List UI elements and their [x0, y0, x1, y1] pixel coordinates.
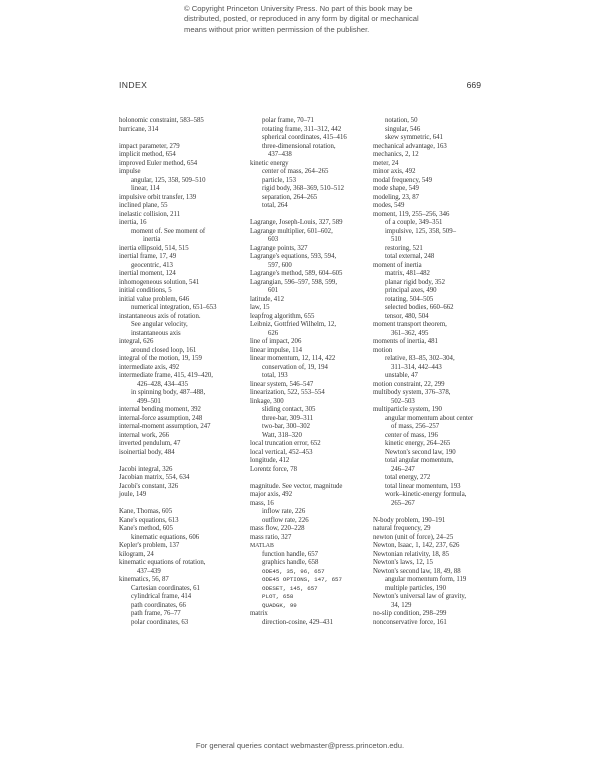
index-subentry: 361–362, 495 — [391, 329, 429, 337]
index-entry: internal bending moment, 392 — [119, 406, 201, 413]
index-subentry: rotating frame, 311–312, 442 — [262, 125, 342, 133]
index-entry: linkage, 300 — [250, 397, 284, 405]
index-subentry: in spinning body, 487–488, — [131, 389, 206, 396]
index-subentry: inertia — [143, 236, 161, 243]
index-subentry: particle, 153 — [262, 176, 296, 184]
index-entry: major axis, 492 — [250, 491, 293, 498]
index-column-3 — [373, 117, 483, 627]
index-subentry: total linear momentum, 193 — [385, 482, 461, 490]
letter-group-gap — [119, 500, 249, 509]
index-subentry: skew symmetric, 641 — [385, 134, 443, 141]
index-subentry: selected bodies, 660–662 — [385, 304, 454, 311]
index-entry: Leibniz, Gottfried Wilhelm, 12, — [250, 321, 337, 328]
index-entry: motion — [373, 346, 393, 354]
index-entry: latitude, 412 — [250, 295, 284, 303]
index-entry: meter, 24 — [373, 159, 399, 167]
running-head: INDEX — [119, 80, 148, 90]
index-subentry: 265–267 — [391, 499, 415, 507]
index-entry: intermediate frame, 415, 419–420, — [119, 372, 213, 379]
index-entry: line of impact, 206 — [250, 338, 302, 345]
index-subentry: Watt, 318–320 — [262, 431, 302, 439]
index-entry: local vertical, 452–453 — [250, 448, 313, 456]
index-subentry: total angular momentum, — [385, 457, 454, 464]
letter-group-gap — [250, 211, 378, 220]
index-subentry: geocentric, 413 — [131, 261, 173, 269]
index-subentry: 502–503 — [391, 397, 415, 405]
index-entry: Newtonian relativity, 18, 85 — [373, 550, 450, 558]
index-subentry: moment of. See moment of — [131, 227, 206, 235]
index-entry: integral of the motion, 19, 159 — [119, 355, 202, 362]
index-subentry: separation, 264–265 — [262, 193, 318, 201]
letter-group-gap — [119, 134, 249, 143]
index-entry: implicit method, 654 — [119, 151, 176, 158]
index-subentry: angular momentum form, 119 — [385, 576, 467, 583]
index-subentry: polar coordinates, 63 — [131, 618, 189, 626]
index-entry: leapfrog algorithm, 655 — [250, 312, 315, 320]
index-entry: moments of inertia, 481 — [373, 338, 438, 345]
index-entry: Lagrange's method, 589, 604–605 — [250, 270, 343, 277]
index-entry: Lorentz force, 78 — [250, 465, 297, 473]
index-entry: Newton, Isaac, 1, 142, 237, 626 — [373, 542, 460, 549]
index-subentry: planar rigid body, 352 — [385, 278, 445, 286]
index-entry: Kane, Thomas, 605 — [119, 508, 173, 515]
index-subentry: 246–247 — [391, 465, 415, 473]
index-subentry: 437–438 — [268, 151, 292, 158]
index-subentry: instantaneous axis — [131, 329, 181, 337]
index-subentry: rigid body, 368–369, 510–512 — [262, 185, 345, 192]
index-subentry: PLOT, 658 — [262, 593, 294, 600]
index-entry: MATLAB — [250, 543, 274, 549]
index-subentry: three-bar, 309–311 — [262, 414, 314, 422]
index-subentry: numerical integration, 651–653 — [131, 304, 217, 311]
index-entry: inhomogeneous solution, 541 — [119, 278, 200, 286]
index-entry: inertia ellipsoid, 514, 515 — [119, 244, 189, 252]
index-entry: matrix — [250, 610, 268, 617]
index-entry: N-body problem, 190–191 — [373, 516, 446, 524]
letter-group-gap — [250, 474, 378, 483]
index-entry: moment, 119, 255–256, 346 — [373, 210, 450, 218]
copyright-line: means without prior written permission of the publisher. — [184, 24, 370, 34]
index-subentry: kinetic energy, 264–265 — [385, 440, 451, 447]
index-subentry: center of mass, 196 — [385, 431, 438, 439]
index-entry: Kane's equations, 613 — [119, 516, 179, 524]
index-entry: local truncation error, 652 — [250, 440, 321, 447]
index-entry: improved Euler method, 654 — [119, 159, 198, 167]
index-entry: moment of inertia — [373, 261, 422, 269]
index-subentry: 510 — [391, 236, 402, 243]
index-subentry: Newton's second law, 190 — [385, 448, 456, 456]
index-subentry: of mass, 256–257 — [391, 423, 440, 430]
index-subentry: restoring, 521 — [385, 244, 423, 252]
index-entry: mechanical advantage, 163 — [373, 142, 447, 150]
index-subentry: tensor, 480, 504 — [385, 312, 429, 320]
index-entry: internal-force assumption, 248 — [119, 414, 203, 422]
index-entry: linear impulse, 114 — [250, 346, 303, 354]
index-entry: kinematic equations of rotation, — [119, 559, 206, 566]
index-subentry: total energy, 272 — [385, 474, 431, 481]
index-entry: Lagrange points, 327 — [250, 244, 308, 252]
index-subentry: path coordinates, 66 — [131, 601, 186, 609]
index-entry: mass, 16 — [250, 499, 274, 507]
index-subentry: 597, 600 — [268, 261, 292, 269]
index-entry: integral, 626 — [119, 338, 154, 345]
index-entry: natural frequency, 29 — [373, 525, 431, 532]
index-subentry: outflow rate, 226 — [262, 516, 309, 524]
index-entry: mode shape, 549 — [373, 185, 419, 192]
index-entry: Lagrangian, 596–597, 598, 599, — [250, 278, 338, 286]
index-subentry: ODE45, 35, 96, 657 — [262, 567, 325, 575]
index-subentry: graphics handle, 658 — [262, 559, 319, 566]
index-subentry: 601 — [268, 287, 279, 294]
index-entry: Newton's universal law of gravity, — [373, 593, 467, 600]
index-subentry: angular momentum about center — [385, 414, 474, 422]
index-subentry: See angular velocity, — [131, 321, 188, 328]
index-entry: Newton's laws, 12, 15 — [373, 559, 433, 566]
index-entry: Newton's second law, 18, 49, 88 — [373, 567, 461, 575]
index-subentry: work–kinetic-energy formula, — [385, 491, 467, 498]
page-number: 669 — [466, 80, 481, 90]
index-subentry: matrix, 481–482 — [385, 270, 430, 277]
index-subentry: inflow rate, 226 — [262, 508, 306, 515]
index-entry: moment transport theorem, — [373, 321, 447, 328]
index-entry: inelastic collision, 211 — [119, 210, 181, 218]
index-subentry: 437–439 — [137, 567, 161, 575]
index-entry: modes, 549 — [373, 202, 405, 209]
index-entry: linearization, 522, 553–554 — [250, 389, 325, 396]
index-entry: impact parameter, 279 — [119, 142, 180, 150]
index-entry: Jacobian matrix, 554, 634 — [119, 474, 190, 481]
index-entry: Lagrange, Joseph-Louis, 327, 589 — [250, 219, 343, 226]
index-subentry: singular, 546 — [385, 125, 421, 133]
index-entry: kinetic energy — [250, 159, 289, 167]
index-subentry: rotating, 504–505 — [385, 295, 434, 303]
index-entry: nonconservative force, 161 — [373, 618, 447, 626]
index-entry: impulsive orbit transfer, 139 — [119, 193, 197, 201]
index-subentry: direction-cosine, 429–431 — [262, 618, 333, 626]
index-subentry: cylindrical frame, 414 — [131, 593, 192, 600]
index-entry: Jacobi integral, 326 — [119, 465, 173, 473]
index-entry: instantaneous axis of rotation. — [119, 312, 201, 320]
index-entry: longitude, 412 — [250, 457, 290, 464]
index-subentry: two-bar, 300–302 — [262, 423, 311, 430]
index-subentry: conservation of, 19, 194 — [262, 363, 328, 371]
index-subentry: function handle, 657 — [262, 550, 319, 558]
index-column-1 — [119, 117, 249, 627]
index-entry: inverted pendulum, 47 — [119, 440, 181, 447]
footer-contact: For general queries contact webmaster@press.princeton.edu. — [195, 741, 405, 750]
index-entry: internal-moment assumption, 247 — [119, 423, 211, 430]
index-entry: initial conditions, 5 — [119, 287, 172, 294]
index-subentry: 499–501 — [137, 397, 161, 405]
index-entry: law, 15 — [250, 304, 270, 311]
index-entry: minor axis, 492 — [373, 168, 416, 175]
index-entry: multiparticle system, 190 — [373, 406, 442, 413]
index-entry: multibody system, 376–378, — [373, 389, 451, 396]
index-subentry: relative, 83–85, 302–304, — [385, 355, 455, 362]
index-entry: inertial frame, 17, 49 — [119, 253, 177, 260]
index-entry: Kepler's problem, 137 — [119, 542, 180, 549]
index-subentry: QUADGK, 99 — [262, 601, 297, 609]
index-entry: intermediate axis, 492 — [119, 363, 180, 371]
copyright-line: distributed, posted, or reproduced in any form by digital or mechanical — [184, 14, 419, 24]
index-entry: mass ratio, 327 — [250, 533, 292, 541]
index-entry: motion constraint, 22, 299 — [373, 380, 445, 388]
index-entry: hurricane, 314 — [119, 125, 159, 133]
index-entry: linear system, 546–547 — [250, 380, 314, 388]
index-subentry: principal axes, 490 — [385, 287, 437, 294]
index-subentry: total, 193 — [262, 372, 288, 379]
index-entry: linear momentum, 12, 114, 422 — [250, 355, 336, 362]
index-subentry: 34, 129 — [391, 601, 412, 609]
index-subentry: impulsive, 125, 358, 509– — [385, 227, 456, 235]
index-entry: Lagrange's equations, 593, 594, — [250, 253, 337, 260]
index-entry: modal frequency, 549 — [373, 176, 433, 184]
index-subentry: polar frame, 70–71 — [262, 117, 314, 124]
index-column-2 — [250, 117, 378, 627]
index-entry: kinematics, 56, 87 — [119, 576, 169, 583]
index-entry: mechanics, 2, 12 — [373, 151, 419, 158]
index-entry: kilogram, 24 — [119, 550, 154, 558]
index-subentry: spherical coordinates, 415–416 — [262, 134, 347, 141]
index-subentry: angular, 125, 358, 509–510 — [131, 176, 206, 184]
copyright-line: © Copyright Princeton University Press. No part of this book may be — [184, 4, 413, 13]
index-entry: inertial moment, 124 — [119, 270, 176, 277]
index-subentry: 311–314, 442–443 — [391, 363, 442, 371]
index-entry: inclined plane, 55 — [119, 202, 168, 209]
index-subentry: of a couple, 349–351 — [385, 219, 443, 226]
index-subentry: ODE45 OPTIONS, 147, 657 — [262, 576, 343, 583]
index-subentry: Cartesian coordinates, 61 — [131, 584, 200, 592]
index-subentry: unstable, 47 — [385, 372, 418, 379]
page-header — [119, 80, 481, 92]
index-subentry: kinematic equations, 606 — [131, 533, 200, 541]
index-entry: magnitude. See vector, magnitude — [250, 482, 343, 490]
index-subentry: around closed loop, 161 — [131, 346, 197, 354]
index-entry: modeling, 23, 87 — [373, 193, 420, 201]
index-entry: isoinertial body, 484 — [119, 448, 175, 456]
index-entry: no-slip condition, 298–299 — [373, 610, 447, 617]
index-subentry: linear, 114 — [131, 185, 160, 192]
index-subentry: multiple particles, 190 — [385, 584, 446, 592]
index-subentry: 426–428, 434–435 — [137, 380, 188, 388]
index-subentry: 603 — [268, 236, 279, 243]
index-entry: newton (unit of force), 24–25 — [373, 533, 454, 541]
index-entry: mass flow, 220–228 — [250, 525, 305, 532]
index-subentry: 626 — [268, 329, 279, 337]
index-entry: Jacobi's constant, 326 — [119, 482, 179, 490]
letter-group-gap — [373, 508, 483, 517]
index-subentry: sliding contact, 305 — [262, 406, 316, 413]
index-entry: holonomic constraint, 583–585 — [119, 117, 204, 124]
index-entry: impulse — [119, 168, 141, 175]
index-entry: Lagrange multiplier, 601–602, — [250, 227, 333, 235]
index-entry: Kane's method, 605 — [119, 525, 173, 532]
index-entry: initial value problem, 646 — [119, 295, 190, 303]
index-subentry: total external, 248 — [385, 253, 435, 260]
index-subentry: three-dimensional rotation, — [262, 142, 336, 150]
index-entry: inertia, 16 — [119, 219, 147, 226]
index-subentry: path frame, 76–77 — [131, 610, 181, 617]
index-entry: internal work, 266 — [119, 431, 170, 439]
index-subentry: total, 264 — [262, 202, 288, 209]
copyright-notice — [184, 4, 444, 35]
letter-group-gap — [119, 457, 249, 466]
index-subentry: center of mass, 264–265 — [262, 168, 329, 175]
index-entry: joule, 149 — [119, 491, 147, 498]
index-subentry: notation, 50 — [385, 117, 418, 124]
index-subentry: ODESET, 145, 657 — [262, 584, 318, 592]
